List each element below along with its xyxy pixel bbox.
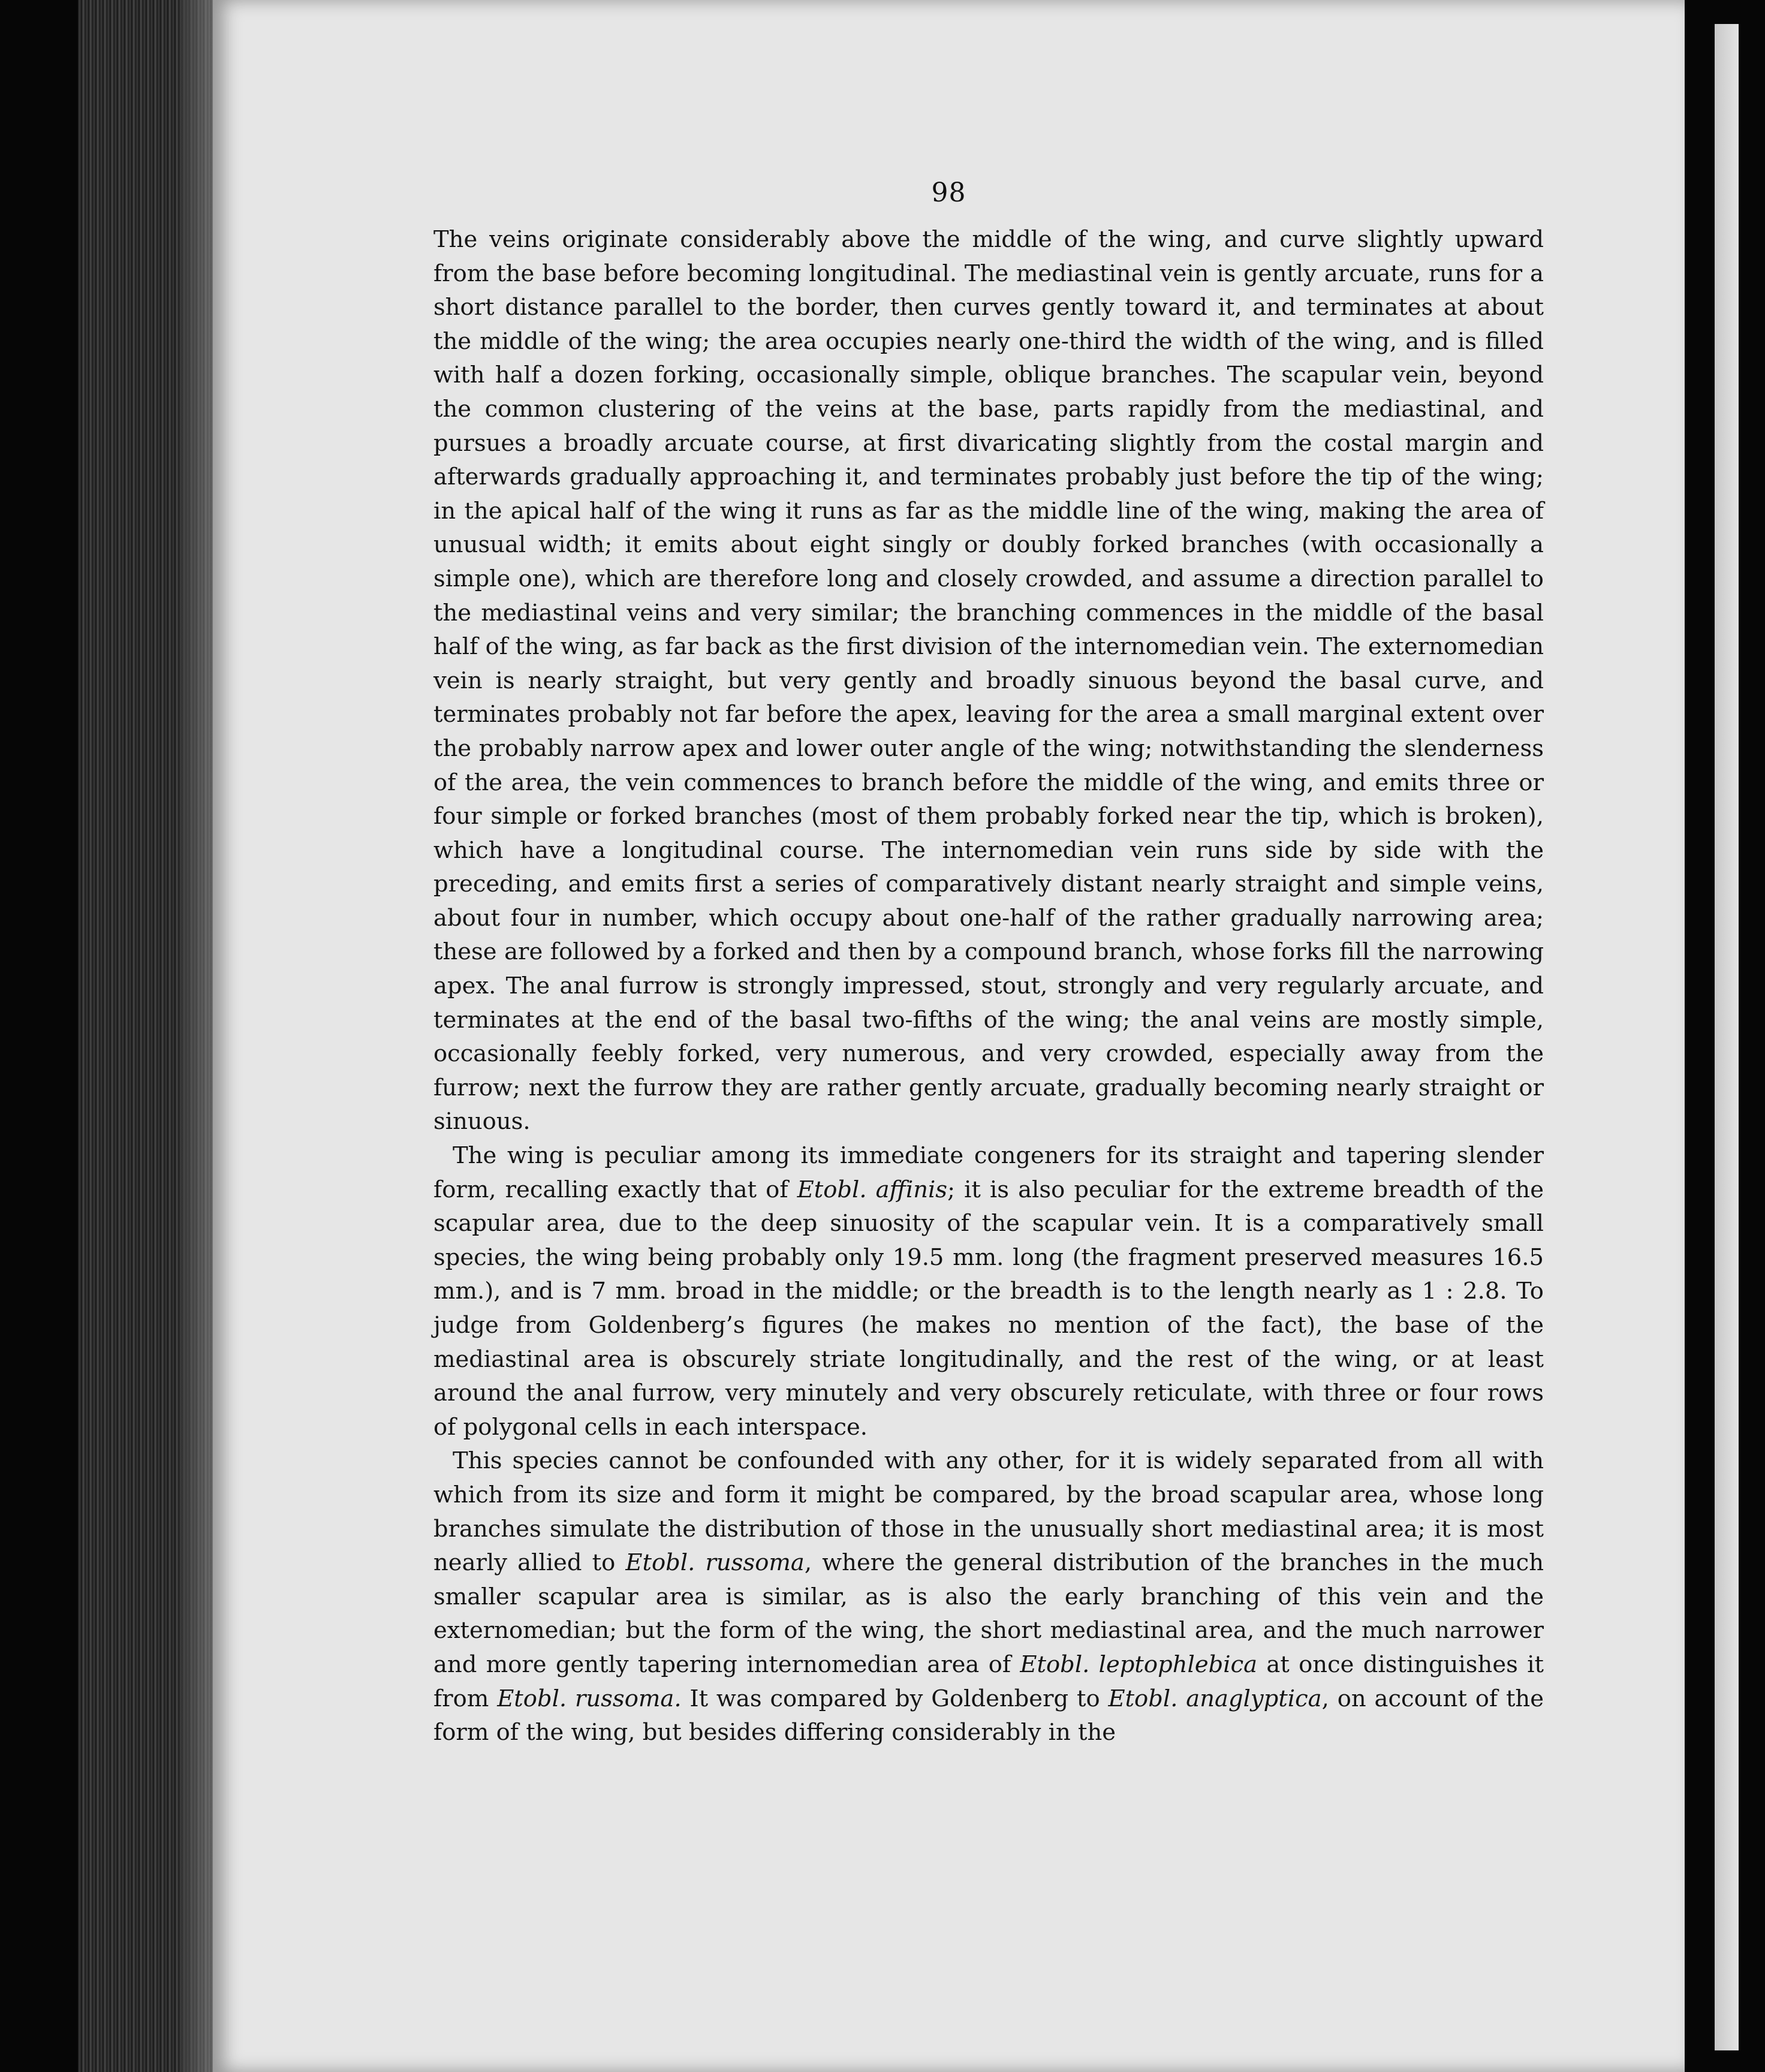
italic-species-name: Etobl. affinis [797, 1176, 948, 1203]
paragraph [433, 1444, 1544, 1749]
paragraph [433, 1139, 1544, 1444]
italic-species-name: Etobl. anaglyptica [1108, 1685, 1322, 1712]
italic-species-name: Etobl. russoma [625, 1549, 805, 1577]
italic-species-name: Etobl. russoma. [497, 1685, 682, 1712]
body-text [433, 223, 1544, 1750]
text-run: The wing is peculiar among its immediate congeners for its straight and tapering slender form, recalling exactly that of [433, 1142, 1544, 1203]
paragraph [433, 223, 1544, 1139]
text-run: The veins originate considerably above the middle of the wing, and curve slightly upward from the base before becoming longitudinal. The mediastinal vein is gently arcuate, runs for a short distance parallel to the border, then curves gently toward it, and terminates at about the middle of the wing; the area occupies nearly one-third the width of the wing, and is filled with half a dozen forking, occasionally simple, oblique branches. The scapular vein, beyond the common clustering of the veins at the base, parts rapidly from the mediastinal, and pursues a broadly arcuate course, at first divaricating slightly from the costal margin and afterwards gradually approaching it, and terminates probably just before the tip of the wing; in the apical half of the wing it runs as far as the middle line of the wing, making the area of unusual width; it emits about eight singly or doubly forked branches (with occasionally a simple one), which are therefore long and closely crowded, and assume a direction parallel to the mediastinal veins and very similar; the branching commences in the middle of the basal half of the wing, as far back as the first division of the internomedian vein. The externomedian vein is nearly straight, but very gently and broadly sinuous beyond the basal curve, and terminates probably not far before the apex, leaving for the area a small marginal extent over the probably narrow apex and lower outer angle of the wing; notwithstanding the slenderness of the area, the vein commences to branch before the middle of the wing, and emits three or four simple or forked branches (most of them probably forked near the tip, which is broken), which have a longitudinal course. The internomedian vein runs side by side with the preceding, and emits first a series of comparatively distant nearly straight and simple veins, about four in number, which occupy about one-half of the rather gradually narrowing area; these are followed by a forked and then by a compound branch, whose forks fill the narrowing apex. The anal furrow is strongly impressed, stout, strongly and very regularly arcuate, and terminates at the end of the basal two-fifths of the wing; the anal veins are mostly simple, occasionally feebly forked, very numerous, and very crowded, especially away from the furrow; next the furrow they are rather gently arcuate, gradually becoming nearly straight or sinuous. [433, 226, 1544, 1136]
text-run: It was compared by Goldenberg to [681, 1685, 1109, 1712]
text-run: This species cannot be confounded with any other, for it is widely separated from all with which from its size and form it might be compared, by the broad scapular area, whose long branches simulate the distribution of those in the unusually short mediastinal area; it is most nearly allied to [433, 1447, 1544, 1577]
text-run: at once distinguishes it from [433, 1651, 1544, 1712]
italic-species-name: Etobl. leptophlebica [1020, 1651, 1258, 1678]
page-number: 98 [931, 177, 966, 208]
gutter-shadow [180, 0, 216, 2072]
text-run: , where the general distribution of the branches in the much smaller scapular area is similar, as is also the early branching of this vein and the externomedian; but the form of the wing, the short mediastinal area, and the much narrower and more gently tapering internomedian area of [433, 1549, 1544, 1678]
book-page [213, 0, 1685, 2072]
text-run: ; it is also peculiar for the extreme breadth of the scapular area, due to the deep sinuosity of the scapular vein. It is a comparatively small species, the wing being probably only 19.5 mm. long (the fragment preserved measures 16.5 mm.), and is 7 mm. broad in the middle; or the breadth is to the length nearly as 1 : 2.8. To judge from Goldenberg’s figures (he makes no mention of the fact), the base of the mediastinal area is obscurely striate longitudinally, and the rest of the wing, or at least around the anal furrow, very minutely and very obscurely reticulate, with three or four rows of polygonal cells in each interspace. [433, 1176, 1544, 1441]
text-run: , on account of the form of the wing, but besides differing considerably in the [433, 1685, 1544, 1746]
facing-page-edge [1715, 24, 1739, 2050]
